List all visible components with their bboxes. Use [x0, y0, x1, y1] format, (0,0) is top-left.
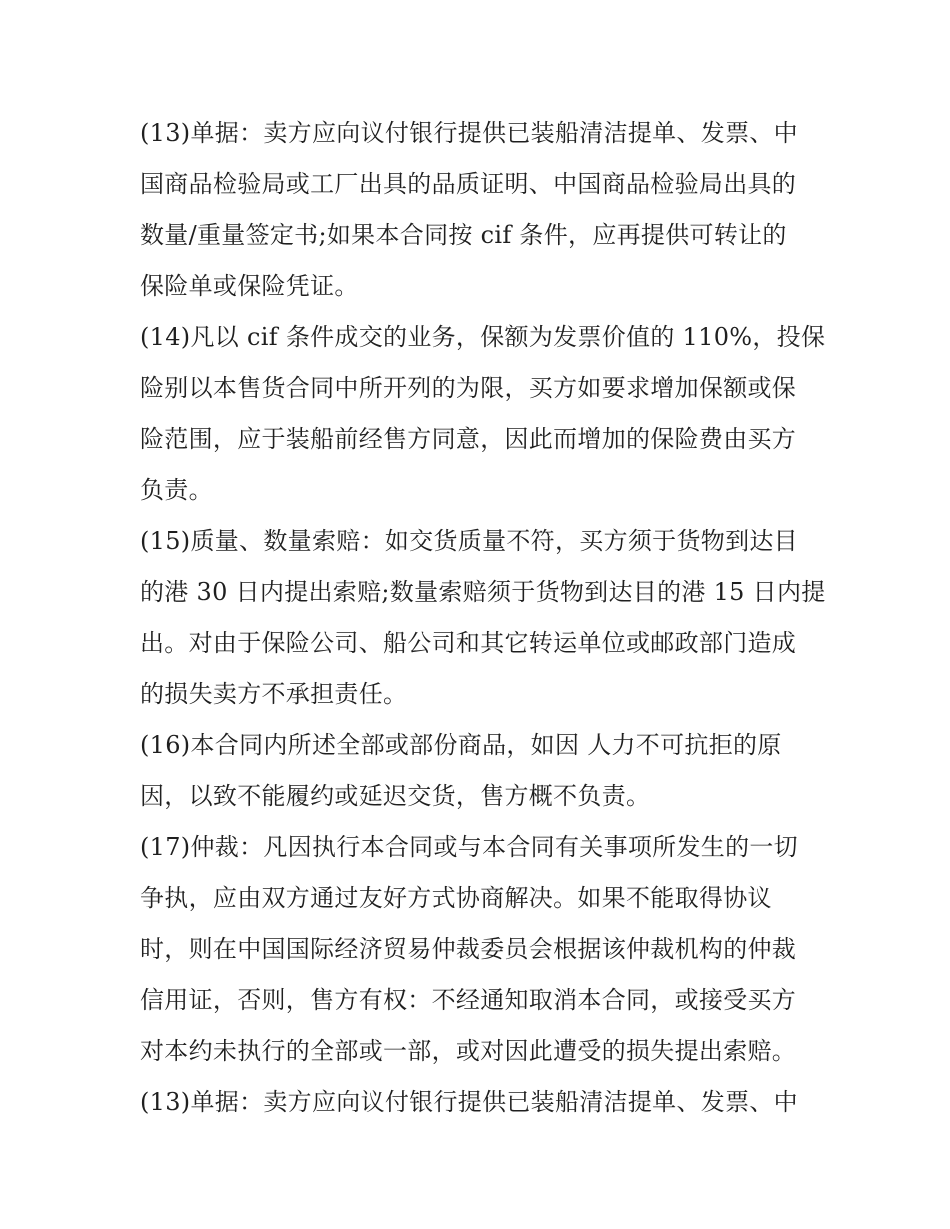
text-line: 保险单或保险凭证。	[140, 272, 359, 300]
text-line: 的港 30 日内提出索赔;数量索赔须于货物到达目的港 15 日内提	[140, 578, 826, 606]
text-line: (16)本合同内所述全部或部份商品，如因 人力不可抗拒的原	[140, 731, 782, 759]
text-line: (15)质量、数量索赔：如交货质量不符，买方须于货物到达目	[140, 527, 798, 555]
text-line: 时，则在中国国际经济贸易仲裁委员会根据该仲裁机构的仲裁	[140, 935, 797, 963]
text-line: 出。对由于保险公司、船公司和其它转运单位或邮政部门造成	[140, 629, 797, 657]
text-line: (14)凡以 cif 条件成交的业务，保额为发票价值的 110%，投保	[140, 323, 826, 351]
document-body	[140, 108, 826, 1128]
text-line: 的损失卖方不承担责任。	[140, 680, 408, 708]
text-line: (13)单据：卖方应向议付银行提供已装船清洁提单、发票、中	[140, 1088, 798, 1116]
text-line: 争执，应由双方通过友好方式协商解决。如果不能取得协议	[140, 884, 772, 912]
text-line: 数量/重量签定书;如果本合同按 cif 条件，应再提供可转让的	[140, 221, 787, 249]
text-line: 险别以本售货合同中所开列的为限，买方如要求增加保额或保	[140, 374, 797, 402]
text-line: 对本约未执行的全部或一部，或对因此遭受的损失提出索赔。	[140, 1037, 797, 1065]
text-line: 信用证，否则，售方有权：不经通知取消本合同，或接受买方	[140, 986, 797, 1014]
text-line: (17)仲裁：凡因执行本合同或与本合同有关事项所发生的一切	[140, 833, 798, 861]
text-line: 因，以致不能履约或延迟交货，售方概不负责。	[140, 782, 651, 810]
text-line: 险范围，应于装船前经售方同意，因此而增加的保险费由买方	[140, 425, 797, 453]
text-line: 国商品检验局或工厂出具的品质证明、中国商品检验局出具的	[140, 170, 797, 198]
text-line: 负责。	[140, 476, 213, 504]
text-line: (13)单据：卖方应向议付银行提供已装船清洁提单、发票、中	[140, 119, 798, 147]
